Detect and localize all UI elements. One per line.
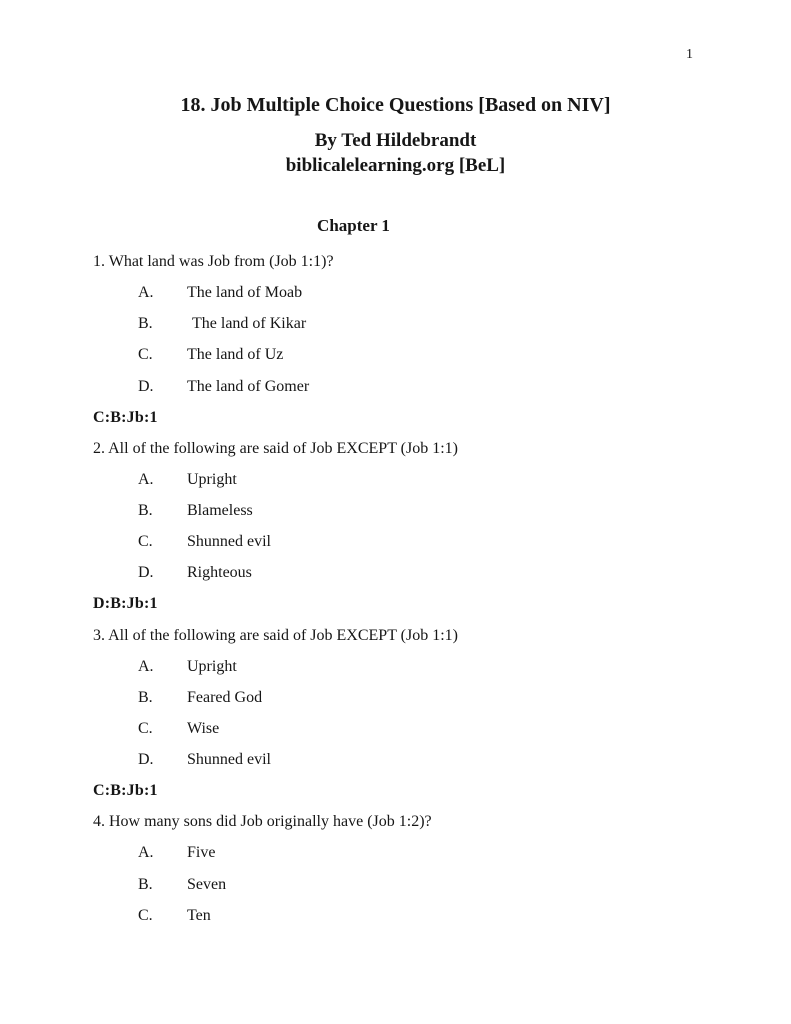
question-1-text: 1. What land was Job from (Job 1:1)? xyxy=(93,253,334,270)
option-text: Upright xyxy=(187,657,237,675)
question-3-option-b xyxy=(93,688,751,719)
question-1-option-a xyxy=(93,283,751,314)
option-letter: B. xyxy=(138,315,153,333)
option-text: The land of Uz xyxy=(187,346,284,364)
option-text: Blameless xyxy=(187,502,253,519)
question-3-text: 3. All of the following are said of Job EXCEPT (Job 1:1) xyxy=(93,626,458,644)
option-text: Ten xyxy=(187,906,211,924)
question-2-option-c xyxy=(93,532,751,563)
option-letter: A. xyxy=(138,284,154,302)
question-3-answer-key: C:B:Jb:1 xyxy=(93,782,158,800)
chapter-heading: Chapter 1 xyxy=(317,216,390,235)
question-3-option-a xyxy=(93,657,751,688)
option-text: Feared God xyxy=(187,688,263,706)
question-4-option-a xyxy=(93,843,751,874)
option-letter: D. xyxy=(138,377,154,395)
option-text: Upright xyxy=(187,470,237,488)
question-3-option-d xyxy=(93,750,751,781)
option-text: Shunned evil xyxy=(187,751,271,768)
option-letter: B. xyxy=(138,875,153,893)
question-2-text: 2. All of the following are said of Job EXCEPT (Job 1:1) xyxy=(93,439,458,457)
question-1-option-b xyxy=(93,314,751,345)
option-text: Five xyxy=(187,844,216,862)
option-text: The land of Gomer xyxy=(187,377,310,395)
question-4-text: 4. How many sons did Job originally have (Job 1:2)? xyxy=(93,813,432,831)
option-text: The land of Moab xyxy=(187,284,303,302)
option-letter: B. xyxy=(138,502,153,519)
option-letter: C. xyxy=(138,346,153,364)
question-1-option-d xyxy=(93,377,751,408)
option-text: Wise xyxy=(187,719,220,737)
site-name-line: biblicalelearning.org [BeL] xyxy=(285,155,506,176)
option-letter: A. xyxy=(138,844,154,862)
question-1-answer-key: C:B:Jb:1 xyxy=(93,408,158,426)
option-letter: C. xyxy=(138,719,153,737)
question-4-option-c xyxy=(93,906,751,937)
option-text: Righteous xyxy=(187,564,252,582)
questions-list xyxy=(93,252,751,937)
option-letter: D. xyxy=(138,564,154,582)
author-byline: By Ted Hildebrandt xyxy=(314,130,477,151)
option-letter: A. xyxy=(138,657,154,675)
question-2-option-d xyxy=(93,563,751,594)
question-2-answer-key: D:B:Jb:1 xyxy=(93,595,158,613)
option-letter: A. xyxy=(138,470,154,488)
option-letter: D. xyxy=(138,751,154,768)
document-title: 18. Job Multiple Choice Questions [Based on NIV] xyxy=(180,94,611,116)
question-3-option-c xyxy=(93,719,751,750)
page-number: 1 xyxy=(686,47,693,62)
option-letter: C. xyxy=(138,533,153,551)
question-2-option-a xyxy=(93,470,751,501)
option-letter: C. xyxy=(138,906,153,924)
option-letter: B. xyxy=(138,688,153,706)
question-1-option-c xyxy=(93,345,751,376)
option-text: Shunned evil xyxy=(187,533,271,551)
option-text: The land of Kikar xyxy=(192,315,307,333)
option-text: Seven xyxy=(187,875,227,893)
question-4-option-b xyxy=(93,875,751,906)
question-2-option-b xyxy=(93,501,751,532)
